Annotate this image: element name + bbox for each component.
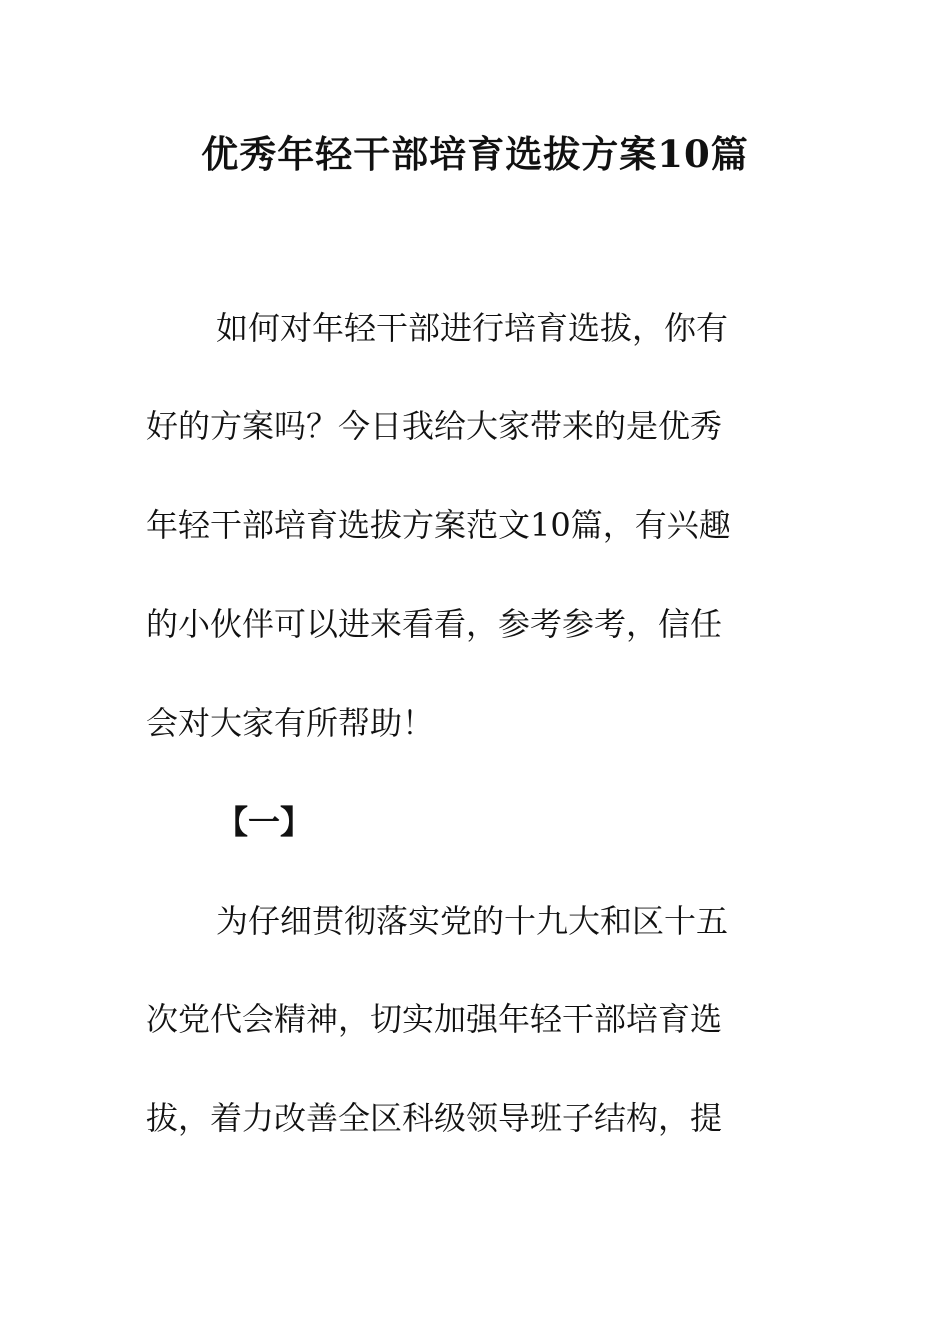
section-line-3: 拔，着力改善全区科级领导班子结构，提 bbox=[146, 1099, 723, 1137]
intro-line-2: 好的方案吗？今日我给大家带来的是优秀 bbox=[146, 407, 723, 445]
document-title: 优秀年轻干部培育选拔方案10篇 bbox=[201, 132, 749, 176]
section-line-2: 次党代会精神，切实加强年轻干部培育选 bbox=[146, 1000, 723, 1038]
intro-line-1: 如何对年轻干部进行培育选拔，你有 bbox=[216, 309, 729, 347]
intro-line-4: 的小伙伴可以进来看看，参考参考，信任 bbox=[146, 605, 723, 643]
intro-line-5: 会对大家有所帮助！ bbox=[146, 704, 435, 742]
section-heading: 【一】 bbox=[216, 803, 313, 841]
section-line-1: 为仔细贯彻落实党的十九大和区十五 bbox=[216, 902, 729, 940]
intro-line-3: 年轻干部培育选拔方案范文10篇，有兴趣 bbox=[146, 506, 731, 544]
